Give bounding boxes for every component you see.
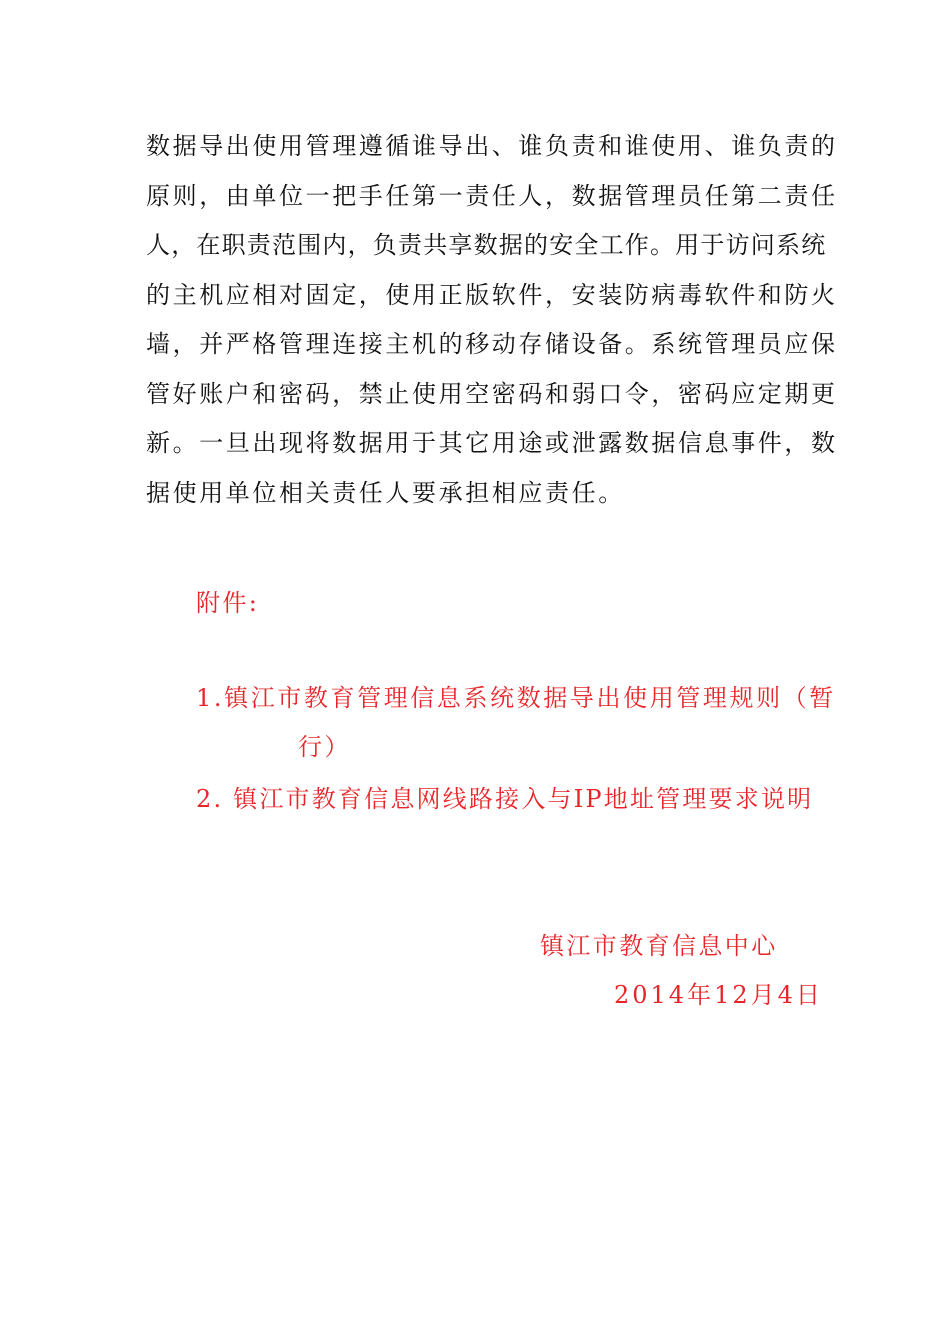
paragraph-line-1: 数据导出使用管理遵循谁导出、谁负责和谁使用、谁负责的 [146,132,838,160]
signature-organization: 镇江市教育信息中心 [540,932,778,960]
paragraph-line-5: 墙，并严格管理连接主机的移动存储设备。系统管理员应保 [146,330,838,358]
attachment-item-1-line-1: 1.镇江市教育管理信息系统数据导出使用管理规则（暂 [196,684,836,712]
paragraph-line-6: 管好账户和密码，禁止使用空密码和弱口令，密码应定期更 [146,379,838,408]
paragraph-line-4: 的主机应相对固定，使用正版软件，安装防病毒软件和防火 [146,280,838,309]
main-paragraph [146,122,838,518]
paragraph-line-3: 人，在职责范围内，负责共享数据的安全工作。用于访问系统 [146,231,827,259]
paragraph-line-8: 据使用单位相关责任人要承担相应责任。 [146,478,625,507]
paragraph-line-7: 新。一旦出现将数据用于其它用途或泄露数据信息事件，数 [146,429,838,457]
attachment-item-2: 2. 镇江市教育信息网线路接入与IP地址管理要求说明 [196,785,814,813]
attachment-item-1-line-2: 行） [298,733,351,761]
paragraph-line-2: 原则，由单位一把手任第一责任人，数据管理员任第二责任 [146,181,838,210]
attachments-heading: 附件: [196,589,260,617]
signature-date: 2014年12月4日 [614,981,823,1009]
